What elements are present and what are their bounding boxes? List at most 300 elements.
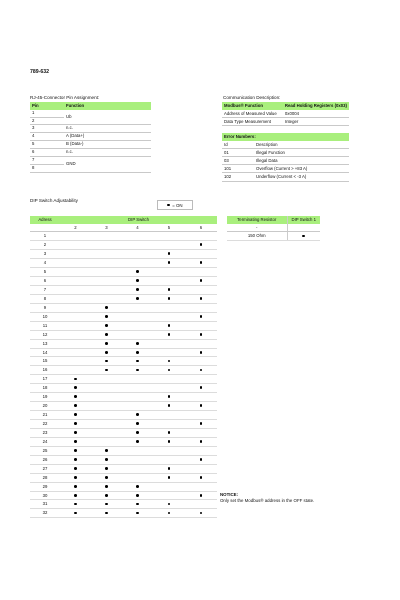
switch-cell	[185, 259, 217, 268]
on-dot-icon	[200, 333, 203, 336]
table-cell: Illegal Data	[254, 157, 349, 165]
gap-cell	[287, 241, 320, 250]
switch-cell	[91, 294, 122, 303]
gap-cell	[287, 437, 320, 446]
table-row	[30, 455, 320, 464]
on-dot-icon	[74, 404, 77, 407]
gap-cell	[217, 224, 227, 232]
switch-cell	[91, 482, 122, 491]
on-dot-icon	[168, 503, 171, 506]
gap-cell	[287, 294, 320, 303]
switch-number: 6	[185, 224, 217, 232]
switch-cell	[91, 473, 122, 482]
on-dot-icon	[136, 431, 139, 434]
function-cell: n.c.	[64, 149, 151, 157]
gap-cell	[217, 285, 227, 294]
on-dot-icon	[74, 378, 77, 381]
gap-cell	[227, 437, 287, 446]
gap-cell	[217, 455, 227, 464]
switch-cell	[185, 375, 217, 384]
switch-cell	[122, 446, 153, 455]
switch-cell	[91, 312, 122, 321]
on-dot-icon	[200, 386, 203, 389]
gap-cell	[217, 375, 227, 384]
on-dot-icon	[105, 458, 108, 461]
switch-cell	[91, 285, 122, 294]
gap-cell	[287, 393, 320, 402]
switch-cell	[153, 321, 185, 330]
gap-cell	[217, 482, 227, 491]
gap-cell	[287, 277, 320, 286]
gap-cell	[217, 357, 227, 366]
table-row	[222, 141, 349, 149]
switch-cell	[60, 339, 91, 348]
on-dot-icon	[136, 503, 139, 506]
switch-cell	[153, 339, 185, 348]
gap-cell	[287, 455, 320, 464]
gap-cell	[287, 473, 320, 482]
on-dot-icon	[136, 351, 139, 354]
on-dot-icon	[74, 485, 77, 488]
gap-cell	[227, 375, 287, 384]
empty-cell	[30, 224, 60, 232]
address-cell: 6	[30, 277, 60, 286]
on-dot-icon	[105, 369, 108, 372]
switch-cell	[91, 393, 122, 402]
on-dot-icon	[136, 512, 139, 515]
gap-cell	[287, 330, 320, 339]
table-row	[30, 285, 320, 294]
gap-cell	[287, 303, 320, 312]
gap-cell	[217, 330, 227, 339]
switch-cell	[60, 312, 91, 321]
on-dot-icon	[200, 243, 203, 246]
switch-cell	[122, 268, 153, 277]
on-dot-icon	[168, 476, 171, 479]
address-cell: 21	[30, 411, 60, 420]
switch-cell	[91, 500, 122, 509]
table-row	[30, 393, 320, 402]
switch-cell	[185, 285, 217, 294]
gap-cell	[227, 285, 287, 294]
switch-cell	[91, 437, 122, 446]
switch-cell	[185, 491, 217, 500]
error-numbers-header: Error Numbers:	[222, 133, 349, 141]
address-cell: 27	[30, 464, 60, 473]
switch-cell	[153, 446, 185, 455]
gap-cell	[287, 357, 320, 366]
gap-cell	[287, 348, 320, 357]
on-dot-icon	[136, 360, 139, 363]
on-dot-icon	[168, 333, 171, 336]
on-dot-icon	[105, 503, 108, 506]
table-cell: 0x0004	[283, 110, 349, 118]
gap-cell	[287, 321, 320, 330]
switch-cell	[153, 268, 185, 277]
switch-cell	[60, 455, 91, 464]
modbus-function-header: Modbus® Function	[222, 102, 283, 110]
switch-cell	[122, 330, 153, 339]
switch-cell	[91, 384, 122, 393]
table-row	[30, 428, 320, 437]
switch-cell	[153, 500, 185, 509]
switch-cell	[60, 509, 91, 518]
switch-cell	[122, 384, 153, 393]
switch-cell	[185, 393, 217, 402]
table-row	[30, 482, 320, 491]
on-dot-icon	[136, 297, 139, 300]
gap-cell	[227, 393, 287, 402]
table-row	[30, 149, 151, 157]
dip-switch-table	[30, 216, 320, 518]
switch-cell	[153, 464, 185, 473]
switch-cell	[153, 366, 185, 375]
address-cell: 15	[30, 357, 60, 366]
resistor-cell: -	[227, 224, 287, 232]
gap-cell	[217, 268, 227, 277]
gap-cell	[227, 277, 287, 286]
gap-cell	[287, 428, 320, 437]
switch-cell	[185, 232, 217, 241]
function-cell: B (Data-)	[64, 141, 151, 149]
switch-cell	[60, 285, 91, 294]
gap-cell	[287, 259, 320, 268]
on-dot-icon	[136, 279, 139, 282]
switch-cell	[185, 464, 217, 473]
switch-cell	[122, 428, 153, 437]
gap-cell	[217, 250, 227, 259]
communication-title: Communication Description:	[223, 95, 281, 100]
switch-cell	[91, 330, 122, 339]
gap-cell	[217, 464, 227, 473]
table-row	[30, 232, 320, 241]
switch-cell	[122, 241, 153, 250]
table-row	[30, 464, 320, 473]
on-dot-icon	[105, 306, 108, 309]
switch-cell	[122, 232, 153, 241]
on-dot-icon	[105, 360, 108, 363]
switch-cell	[122, 259, 153, 268]
gap-cell	[227, 428, 287, 437]
switch-cell	[60, 250, 91, 259]
address-cell: 16	[30, 366, 60, 375]
table-row	[30, 125, 151, 133]
pin-assignment-title: RJ-45-Connector Pin Assignment:	[30, 95, 100, 100]
on-dot-icon	[74, 458, 77, 461]
switch-cell	[91, 366, 122, 375]
on-dot-icon	[302, 235, 305, 238]
table-row	[222, 148, 349, 156]
switch-cell	[185, 339, 217, 348]
switch-cell	[153, 357, 185, 366]
switch-number: 5	[153, 224, 185, 232]
switch-cell	[91, 491, 122, 500]
switch-cell	[122, 357, 153, 366]
address-cell: 17	[30, 375, 60, 384]
address-cell: 31	[30, 500, 60, 509]
switch-cell	[122, 366, 153, 375]
address-cell: 29	[30, 482, 60, 491]
switch-cell	[122, 482, 153, 491]
on-dot-icon	[74, 503, 77, 506]
on-dot-icon	[105, 324, 108, 327]
switch-cell	[91, 509, 122, 518]
switch-cell	[153, 384, 185, 393]
switch-cell	[122, 402, 153, 411]
address-cell: 10	[30, 312, 60, 321]
switch-cell	[185, 241, 217, 250]
gap-cell	[287, 312, 320, 321]
table-cell: 102	[222, 173, 254, 181]
table-row	[30, 294, 320, 303]
function-cell: n.c.	[64, 125, 151, 133]
gap-cell	[227, 509, 287, 518]
switch-cell	[60, 482, 91, 491]
switch-cell	[153, 303, 185, 312]
address-cell: 18	[30, 384, 60, 393]
table-row	[30, 375, 320, 384]
switch-cell	[185, 437, 217, 446]
gap-cell	[227, 241, 287, 250]
gap-cell	[217, 321, 227, 330]
switch-cell	[91, 428, 122, 437]
table-row	[30, 141, 151, 149]
gap-cell	[287, 366, 320, 375]
address-cell: 22	[30, 420, 60, 429]
on-dot-icon	[136, 288, 139, 291]
switch-cell	[91, 268, 122, 277]
switch-cell	[91, 339, 122, 348]
table-row	[30, 473, 320, 482]
on-dot-icon	[105, 342, 108, 345]
table-row	[30, 509, 320, 518]
address-cell: 5	[30, 268, 60, 277]
switch-cell	[185, 357, 217, 366]
on-dot-icon	[105, 333, 108, 336]
table-row	[30, 411, 320, 420]
switch-cell	[60, 268, 91, 277]
switch-cell	[60, 303, 91, 312]
gap-cell	[217, 420, 227, 429]
table-row	[30, 259, 320, 268]
switch-cell	[60, 384, 91, 393]
table-row	[30, 402, 320, 411]
on-dot-icon	[200, 261, 203, 264]
switch-cell	[185, 500, 217, 509]
gap-cell	[287, 482, 320, 491]
address-header: Adress	[30, 216, 60, 224]
function-cell: GND	[64, 157, 151, 173]
resistor-cell: 150 Ohm	[227, 232, 287, 241]
table-cell: Description	[254, 141, 349, 149]
table-cell: Underflow (Current < -3 A)	[254, 173, 349, 181]
on-dot-icon	[168, 395, 171, 398]
switch-cell	[91, 348, 122, 357]
switch-cell	[91, 446, 122, 455]
switch-cell	[91, 303, 122, 312]
address-cell: 1	[30, 232, 60, 241]
gap-cell	[217, 384, 227, 393]
switch-cell	[153, 482, 185, 491]
address-cell: 20	[30, 402, 60, 411]
gap-cell	[217, 339, 227, 348]
table-row	[30, 330, 320, 339]
pin-assignment-table	[30, 102, 151, 173]
table-cell: 101	[222, 165, 254, 173]
switch-cell	[60, 357, 91, 366]
table-row	[30, 303, 320, 312]
switch-cell	[153, 393, 185, 402]
table-row	[30, 110, 151, 117]
on-dot-icon	[168, 297, 171, 300]
switch-cell	[153, 259, 185, 268]
switch-cell	[153, 455, 185, 464]
switch-cell	[91, 455, 122, 464]
on-dot-icon	[168, 467, 171, 470]
switch-cell	[153, 312, 185, 321]
dip-switch-header: DIP Switch	[60, 216, 217, 224]
switch-cell	[185, 473, 217, 482]
gap-cell	[217, 428, 227, 437]
switch-cell	[185, 420, 217, 429]
dip1-cell	[287, 224, 320, 232]
table-row	[30, 348, 320, 357]
table-row	[30, 277, 320, 286]
gap-cell	[227, 464, 287, 473]
on-dot-icon	[168, 512, 171, 515]
pin-cell: 3	[30, 125, 64, 133]
switch-cell	[153, 348, 185, 357]
on-dot-icon	[105, 494, 108, 497]
table-cell: Integer	[283, 118, 349, 126]
on-dot-icon	[74, 422, 77, 425]
on-dot-icon	[168, 360, 171, 363]
switch-cell	[60, 375, 91, 384]
on-dot-icon	[200, 476, 203, 479]
on-dot-icon	[136, 422, 139, 425]
switch-cell	[185, 330, 217, 339]
table-row	[222, 165, 349, 173]
address-cell: 25	[30, 446, 60, 455]
address-cell: 9	[30, 303, 60, 312]
on-dot-icon	[105, 351, 108, 354]
switch-number: 3	[91, 224, 122, 232]
switch-cell	[153, 509, 185, 518]
gap-cell	[227, 268, 287, 277]
address-cell: 8	[30, 294, 60, 303]
switch-cell	[122, 277, 153, 286]
table-row	[30, 384, 320, 393]
pin-cell: 2	[30, 117, 64, 125]
terminating-resistor-header: Terminating Resistor	[227, 216, 287, 224]
switch-number: 2	[60, 224, 91, 232]
switch-cell	[122, 455, 153, 464]
switch-cell	[185, 482, 217, 491]
switch-cell	[60, 428, 91, 437]
on-dot-icon	[105, 485, 108, 488]
pin-header: Pin	[30, 102, 64, 110]
switch-cell	[122, 393, 153, 402]
on-dot-icon	[74, 476, 77, 479]
switch-cell	[122, 348, 153, 357]
gap-cell	[217, 348, 227, 357]
table-row	[222, 157, 349, 165]
gap-cell	[217, 446, 227, 455]
gap-cell	[287, 285, 320, 294]
switch-cell	[60, 277, 91, 286]
switch-cell	[122, 285, 153, 294]
pin-cell: 5	[30, 141, 64, 149]
switch-cell	[122, 464, 153, 473]
pin-cell: 6	[30, 149, 64, 157]
on-dot-icon	[74, 395, 77, 398]
gap-cell	[287, 411, 320, 420]
table-row	[30, 250, 320, 259]
switch-cell	[122, 500, 153, 509]
switch-cell	[60, 464, 91, 473]
gap-cell	[217, 241, 227, 250]
gap-cell	[227, 420, 287, 429]
on-dot-icon	[200, 315, 203, 318]
address-cell: 12	[30, 330, 60, 339]
on-dot-icon	[105, 449, 108, 452]
switch-cell	[60, 402, 91, 411]
switch-cell	[153, 330, 185, 339]
gap-cell	[217, 393, 227, 402]
address-cell: 4	[30, 259, 60, 268]
switch-cell	[185, 366, 217, 375]
gap-cell	[217, 303, 227, 312]
table-row	[30, 357, 320, 366]
switch-cell	[60, 241, 91, 250]
on-dot-icon	[136, 369, 139, 372]
table-cell: Address of Measured Value	[222, 110, 283, 118]
on-dot-icon	[105, 315, 108, 318]
on-dot-icon	[105, 476, 108, 479]
gap-cell	[217, 232, 227, 241]
switch-cell	[91, 375, 122, 384]
gap-cell	[287, 384, 320, 393]
address-cell: 19	[30, 393, 60, 402]
on-dot-icon	[168, 324, 171, 327]
dip-switch-1-header: DIP Switch 1	[287, 216, 320, 224]
switch-cell	[122, 437, 153, 446]
on-dot-icon	[74, 449, 77, 452]
switch-cell	[91, 232, 122, 241]
switch-cell	[122, 509, 153, 518]
switch-cell	[185, 455, 217, 464]
switch-cell	[153, 420, 185, 429]
on-dot-icon	[168, 431, 171, 434]
table-cell: 01	[222, 148, 254, 156]
on-dot-icon	[167, 204, 170, 207]
on-dot-icon	[200, 494, 203, 497]
on-dot-icon	[200, 422, 203, 425]
switch-cell	[153, 232, 185, 241]
table-row	[222, 110, 349, 118]
on-dot-icon	[136, 270, 139, 273]
on-dot-icon	[136, 485, 139, 488]
gap-cell	[227, 455, 287, 464]
gap-cell	[227, 357, 287, 366]
switch-cell	[60, 491, 91, 500]
table-row	[30, 339, 320, 348]
on-dot-icon	[200, 297, 203, 300]
switch-cell	[60, 366, 91, 375]
communication-table	[222, 102, 349, 126]
on-dot-icon	[74, 431, 77, 434]
address-cell: 30	[30, 491, 60, 500]
